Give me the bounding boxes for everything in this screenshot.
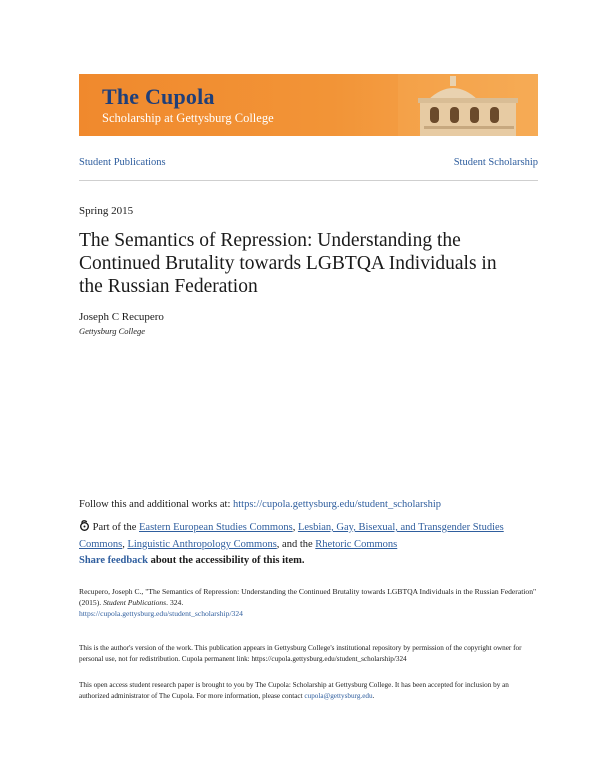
rhetoric-commons-link[interactable]: Rhetoric Commons [315, 539, 398, 550]
part-of-prefix: Part of the [92, 522, 137, 533]
access-notice-text: This open access student research paper is brought to you by The Cupola: Scholarship at Gettysburg College. It has been accepted for inclusion by an authorized administrator of The Cupola. For more information, please contact [79, 681, 509, 700]
citation-number: . 324. [166, 598, 184, 607]
share-feedback-rest: about the accessibility of this item. [150, 555, 305, 566]
citation-url-link[interactable]: https://cupola.gettysburg.edu/student_scholarship/324 [79, 609, 243, 618]
contact-email-link[interactable]: cupola@gettysburg.edu [304, 692, 373, 700]
document-title: The Semantics of Repression: Understanding the Continued Brutality towards LGBTQA Individuals in the Russian Federation [79, 230, 497, 297]
follow-line [79, 499, 441, 510]
access-notice [79, 680, 539, 702]
part-of-line: Part of the Eastern European Studies Commons, Lesbian, Gay, Bisexual, and Transgender Studies Commons, Linguistic Anthropology Commons, and the Rhetoric Commons [79, 522, 504, 550]
series-nav [79, 150, 538, 181]
citation-text: Recupero, Joseph C., "The Semantics of Repression: Understanding the Continued Brutality towards LGBTQA Individuals in the Russian Federation" (2015). [79, 587, 537, 607]
share-feedback-link[interactable]: Share feedback [79, 555, 148, 566]
student-scholarship-link[interactable]: Student Scholarship [453, 157, 538, 168]
site-subtitle: Scholarship at Gettysburg College [102, 111, 274, 125]
cupola-building-illustration [398, 74, 538, 136]
and-the-text: , and the [276, 539, 313, 550]
collection-url-link[interactable]: https://cupola.gettysburg.edu/student_scholarship [233, 499, 442, 510]
student-publications-link[interactable]: Student Publications [79, 157, 166, 168]
citation-block [79, 586, 539, 619]
author-name: Joseph C Recupero [79, 311, 164, 323]
header-banner[interactable] [79, 74, 538, 136]
oa-unlock-icon [79, 520, 90, 531]
share-feedback-line [79, 555, 305, 566]
author-affiliation: Gettysburg College [79, 326, 146, 336]
eastern-european-studies-link[interactable]: Eastern European Studies Commons [139, 522, 293, 533]
version-notice: This is the author's version of the work. This publication appears in Gettysburg College's institutional repository by permission of the copyright owner for personal use, not for redistribution. Cupola permanent link: https://cupola.gettysburg.edu/student_scholarship/324 [79, 644, 522, 663]
follow-text: Follow this and additional works at: [79, 499, 231, 510]
publication-date: Spring 2015 [79, 205, 134, 217]
linguistic-anthropology-link[interactable]: Linguistic Anthropology Commons [127, 539, 277, 550]
site-title: The Cupola [102, 84, 215, 109]
access-notice-end: . [372, 692, 375, 700]
citation-series: Student Publications [103, 598, 167, 607]
lgbt-studies-link[interactable]: Lesbian, Gay, Bisexual, and Transgender Studies Commons [79, 522, 504, 550]
